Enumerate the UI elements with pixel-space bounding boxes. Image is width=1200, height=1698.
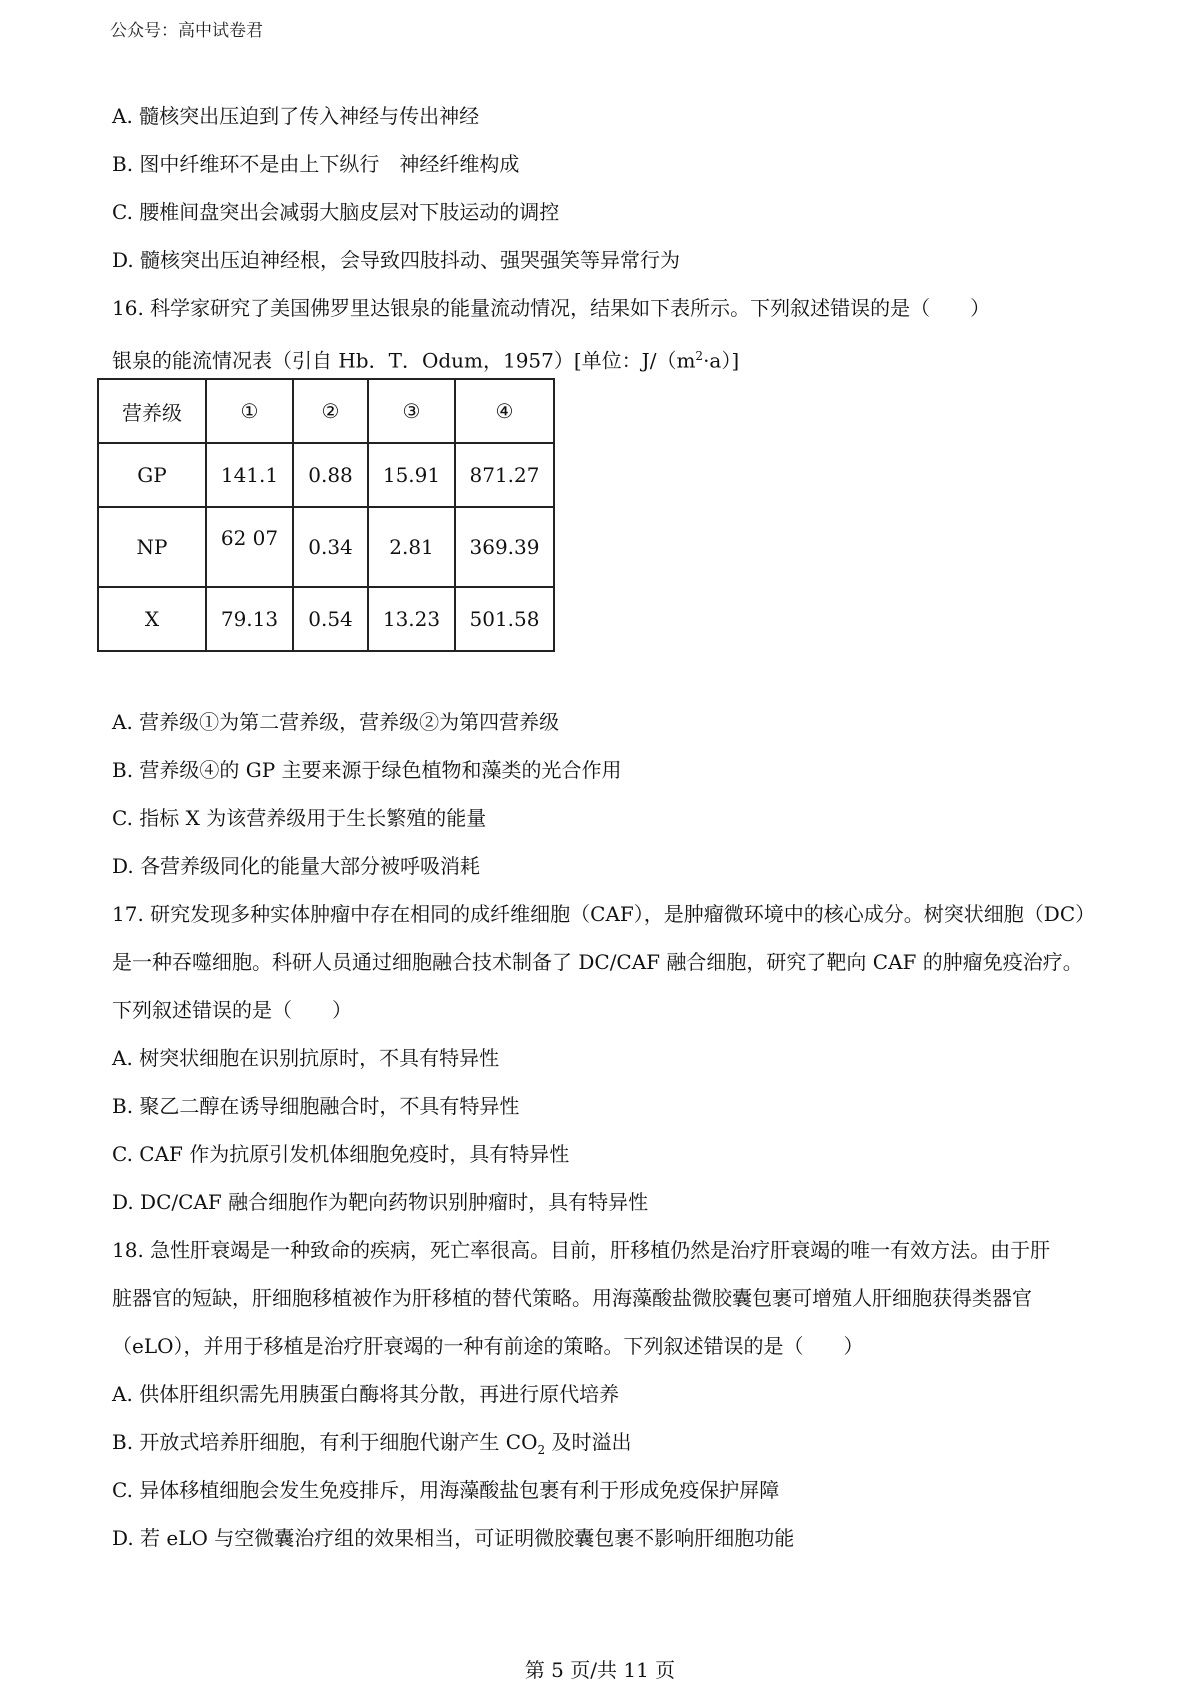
q18-option-a: A. 供体肝组织需先用胰蛋白酶将其分散，再进行原代培养 [112, 1382, 620, 1406]
q16-stem: 16. 科学家研究了美国佛罗里达银泉的能量流动情况，结果如下表所示。下列叙述错误的是（ ） [112, 296, 991, 320]
table-cell: 501.58 [455, 587, 554, 651]
table-cell: 0.54 [293, 587, 368, 651]
table-header-row [98, 379, 554, 443]
table-header-cell: 营养级 [98, 379, 206, 443]
q18-option-b: B. 开放式培养肝细胞，有利于细胞代谢产生 $CO_2$ 及时溢出 [112, 1430, 632, 1457]
table-cell: 0.34 [293, 507, 368, 587]
q17-option-d: D. DC/CAF 融合细胞作为靶向药物识别肿瘤时，具有特异性 [112, 1190, 649, 1214]
table-header-cell: ① [206, 379, 293, 443]
q16-table-caption: 银泉的能流情况表（引自 Hb．T．Odum，1957）[单位：$J/(m^2\cdot a)$] [112, 348, 740, 373]
table-cell: 62 07 [206, 507, 293, 587]
table-cell: 369.39 [455, 507, 554, 587]
q17-stem-line3: 下列叙述错误的是（ ） [112, 998, 352, 1022]
table-cell: 141.1 [206, 443, 293, 507]
table-row [98, 443, 554, 507]
q18-option-d: D. 若 eLO 与空微囊治疗组的效果相当，可证明微胶囊包裹不影响肝细胞功能 [112, 1526, 795, 1550]
q15-option-c: C. 腰椎间盘突出会减弱大脑皮层对下肢运动的调控 [112, 200, 560, 224]
table-cell: 13.23 [368, 587, 455, 651]
page-footer: 第 5 页/共 11 页 [524, 1658, 676, 1682]
q17-stem-line2: 是一种吞噬细胞。科研人员通过细胞融合技术制备了 DC/CAF 融合细胞，研究了靶向 CAF 的肿瘤免疫治疗。 [112, 950, 1083, 974]
energy-flow-table [97, 378, 555, 652]
q15-option-a: A. 髓核突出压迫到了传入神经与传出神经 [112, 104, 480, 128]
table-cell: 0.88 [293, 443, 368, 507]
q15-option-b: B. 图中纤维环不是由上下纵行 神经纤维构成 [112, 152, 520, 176]
q16-option-a: A. 营养级①为第二营养级，营养级②为第四营养级 [112, 710, 560, 734]
table-header-cell: ③ [368, 379, 455, 443]
q16-option-c: C. 指标 X 为该营养级用于生长繁殖的能量 [112, 806, 487, 830]
page-header: 公众号：高中试卷君 [110, 21, 263, 41]
table-cell: X [98, 587, 206, 651]
table-cell: 2.81 [368, 507, 455, 587]
q18-option-c: C. 异体移植细胞会发生免疫排斥，用海藻酸盐包裹有利于形成免疫保护屏障 [112, 1478, 780, 1502]
q18-stem-line3: （eLO），并用于移植是治疗肝衰竭的一种有前途的策略。下列叙述错误的是（ ） [112, 1334, 864, 1358]
q15-option-d: D. 髓核突出压迫神经根，会导致四肢抖动、强哭强笑等异常行为 [112, 248, 681, 272]
q16-option-b: B. 营养级④的 GP 主要来源于绿色植物和藻类的光合作用 [112, 758, 622, 782]
q17-stem-line1: 17. 研究发现多种实体肿瘤中存在相同的成纤维细胞（CAF），是肿瘤微环境中的核心成分。树突状细胞（DC） [112, 902, 1096, 926]
q16-option-d: D. 各营养级同化的能量大部分被呼吸消耗 [112, 854, 481, 878]
table-cell: 15.91 [368, 443, 455, 507]
table-row [98, 587, 554, 651]
table-cell: 79.13 [206, 587, 293, 651]
table-cell: 871.27 [455, 443, 554, 507]
q17-option-c: C. CAF 作为抗原引发机体细胞免疫时，具有特异性 [112, 1142, 570, 1166]
table-header-cell: ② [293, 379, 368, 443]
q18-stem-line2: 脏器官的短缺，肝细胞移植被作为肝移植的替代策略。用海藻酸盐微胶囊包裹可增殖人肝细胞获得类器官 [112, 1286, 1032, 1310]
table-row [98, 507, 554, 587]
q17-option-b: B. 聚乙二醇在诱导细胞融合时，不具有特异性 [112, 1094, 520, 1118]
table-cell: NP [98, 507, 206, 587]
q17-option-a: A. 树突状细胞在识别抗原时，不具有特异性 [112, 1046, 500, 1070]
table-header-cell: ④ [455, 379, 554, 443]
q18-stem-line1: 18. 急性肝衰竭是一种致命的疾病，死亡率很高。目前，肝移植仍然是治疗肝衰竭的唯一有效方法。由于肝 [112, 1238, 1051, 1262]
table-cell: GP [98, 443, 206, 507]
